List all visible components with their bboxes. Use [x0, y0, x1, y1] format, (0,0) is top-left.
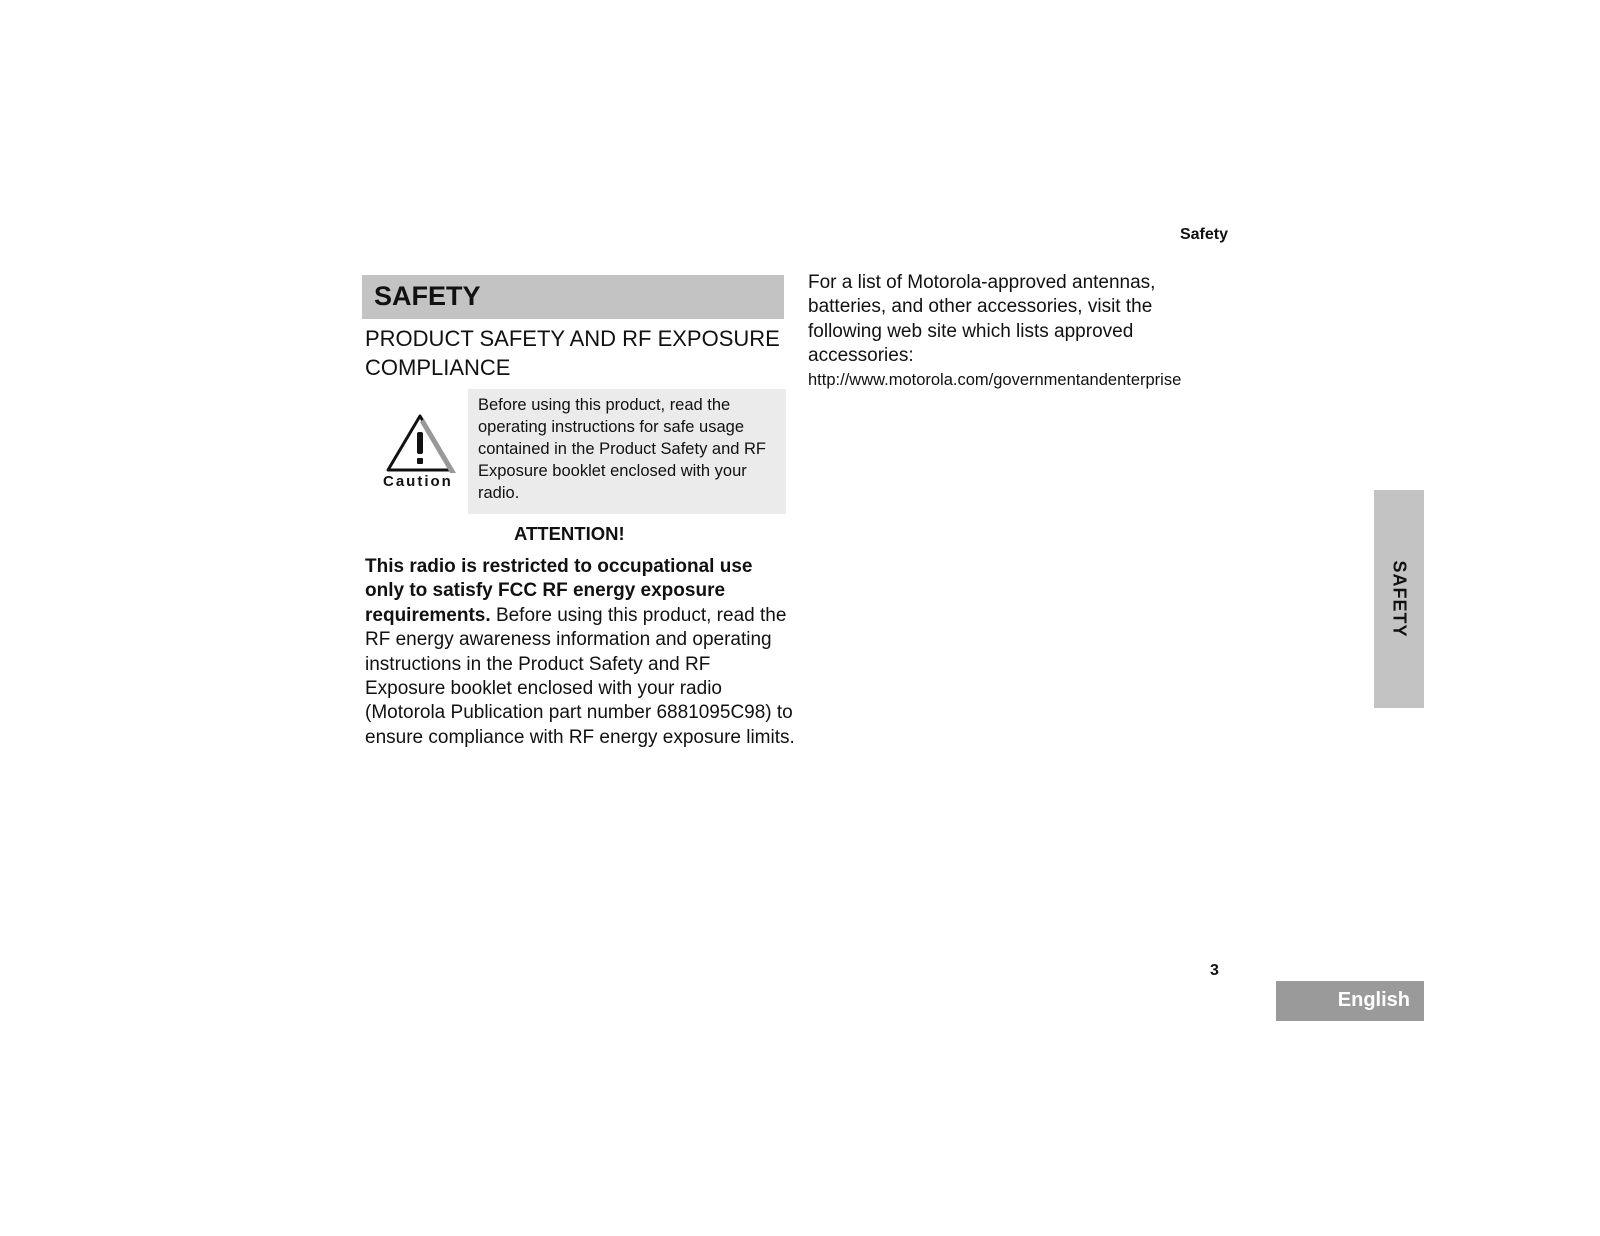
attention-heading: ATTENTION!: [514, 523, 625, 544]
caution-note-box: [468, 389, 786, 514]
accessories-paragraph: For a list of Motorola-approved antennas, batteries, and other accessories, visit the following web site which lists approved accessories:: [808, 272, 1156, 367]
section-side-tab: [1374, 490, 1424, 708]
accessories-url-link[interactable]: http://www.motorola.com/governmentandenterprise: [808, 371, 1182, 389]
caution-label: Caution: [383, 473, 453, 490]
language-label: English: [1337, 989, 1410, 1011]
running-header: Safety: [1179, 226, 1228, 243]
attention-bold-text: This radio is restricted to occupational use only to satisfy FCC RF energy exposure requirements.: [365, 556, 753, 626]
section-subtitle: PRODUCT SAFETY AND RF EXPOSURE COMPLIANCE: [365, 326, 780, 380]
language-tab: [1276, 981, 1424, 1021]
caution-note-text: Before using this product, read the operating instructions for safe usage contained in the Product Safety and RF Exposure booklet enclosed with your radio.: [478, 396, 767, 502]
section-title-band: [362, 275, 784, 319]
section-title: SAFETY: [374, 281, 481, 311]
attention-body-text: Before using this product, read the RF energy awareness information and operating instructions in the Product Safety and RF Exposure booklet enclosed with your radio (Motorola Publication part number 6881095C98) to ensure compliance with RF energy exposure limits.: [365, 604, 795, 748]
side-tab-label: SAFETY: [1389, 560, 1410, 638]
attention-paragraph: [365, 555, 795, 750]
page-number: 3: [1210, 962, 1219, 979]
